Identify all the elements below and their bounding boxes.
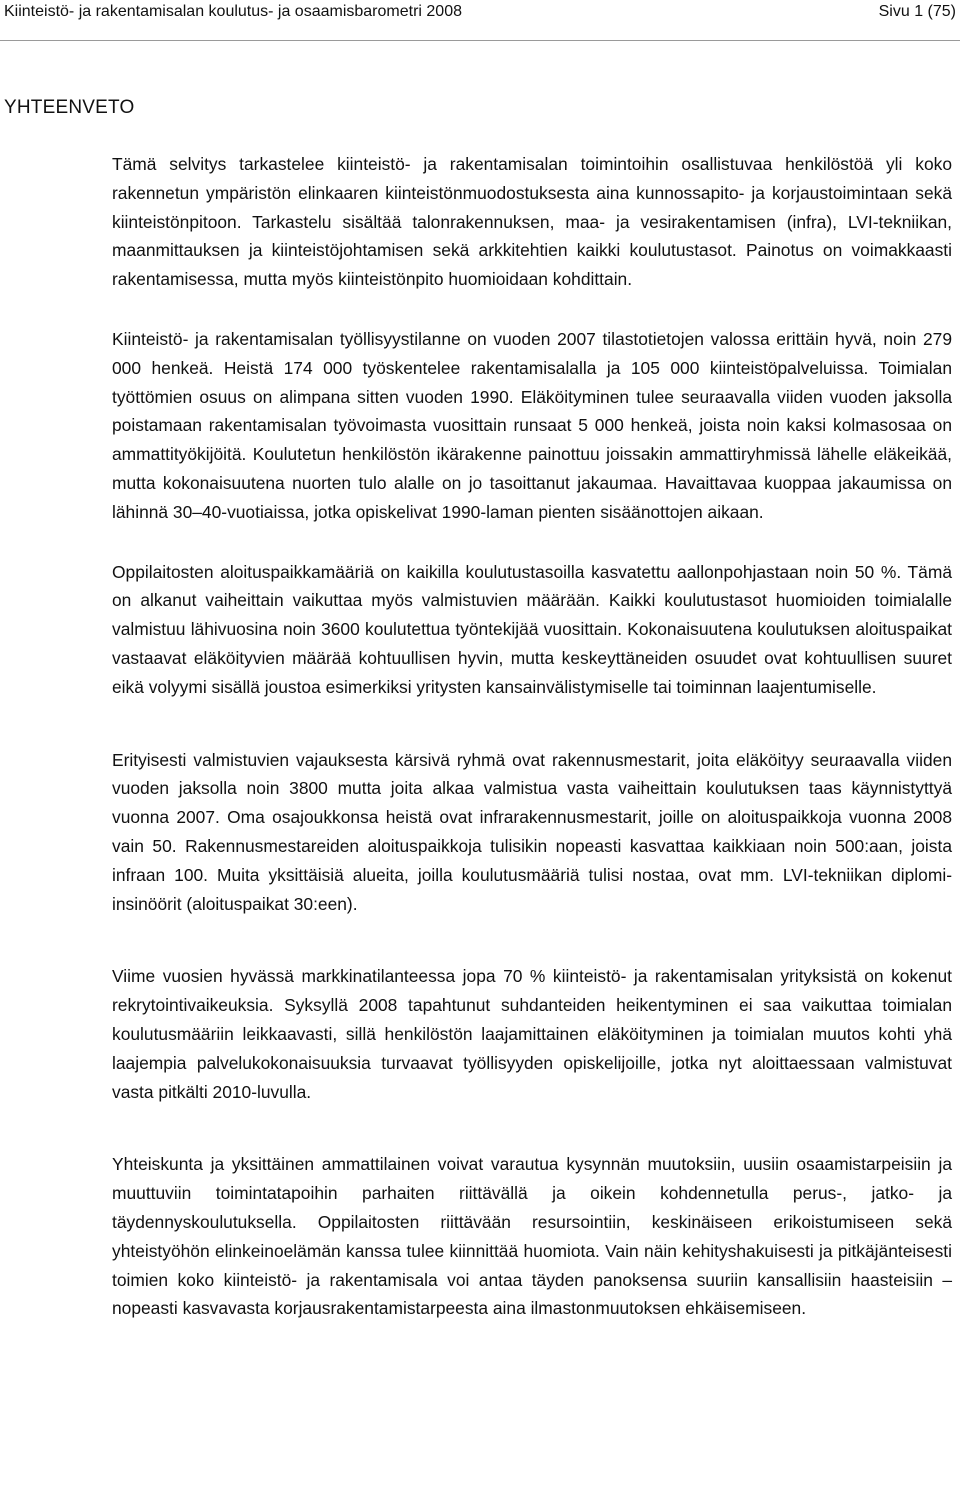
- paragraph-education-places: Oppilaitosten aloituspaikkamääriä on kaikilla koulutustasoilla kasvatettu aallonpohjastaan noin 50 %. Tämä on alkanut vaiheittain vaikuttaa myös valmistuvien määrään. Kaikki koulutustasot huomioiden toimialalle valmistuu lähivuosina noin 3600 koulutettua työntekijää vuosittain. Kokonaisuutena koulutuksen aloituspaikat vastaavat eläköityvien määrää kohtuullisen hyvin, mutta keskeyttäneiden osuudet ovat kohtuullisen suuret eikä volyymi sisällä joustoa esimerkiksi yritysten kansainvälistymiselle tai toiminnan laajentumiselle.: [112, 561, 952, 697]
- paragraph-spacer: [112, 918, 952, 962]
- paragraph-spacer: [112, 702, 952, 746]
- paragraph-site-managers: Erityisesti valmistuvien vajauksesta kärsivä ryhmä ovat rakennusmestarit, joita eläköityy seuraavalla viiden vuoden jaksolla noin 3800 mutta joita alkaa valmistua vasta vaiheittain koulutuksen taas käynnistyttyä vuonna 2007. Oma osajoukkonsa heistä ovat infrarakennusmestarit, joille on aloituspaikkoja vuonna 2008 vain 50. Rakennusmestareiden aloituspaikkoja tulisikin nopeasti kasvattaa kaikkiaan noin 500:aan, joista infraan 100. Muita yksittäisiä alueita, joilla koulutusmääriä tulisi nostaa, ovat mm. LVI-tekniikan diplomi-insinöörit (aloituspaikat 30:een).: [112, 749, 952, 914]
- paragraph-intro: Tämä selvitys tarkastelee kiinteistö- ja rakentamisalan toimintoihin osallistuvaa henkilöstöä yli koko rakennetun ympäristön elinkaaren kiinteistönmuodostuksesta aina kunnossapito- ja korjaustoimintaan sekä kiinteistönpitoon. Tarkastelu sisältää talonrakennuksen, maa- ja vesirakentamisen (infra), LVI-tekniikan, maanmittauksen ja kiinteistöjohtamisen sekä arkkitehtien kaikki koulutustasot. Painotus on voimakkaasti rakentamisessa, mutta myös kiinteistönpito huomioidaan kohdittain.: [112, 154, 952, 290]
- paragraph-spacer: [112, 294, 952, 325]
- paragraph-spacer: [112, 1106, 952, 1150]
- paragraph-employment: Kiinteistö- ja rakentamisalan työllisyystilanne on vuoden 2007 tilastotietojen valossa erittäin hyvä, noin 279 000 henkeä. Heistä 174 000 työskentelee rakentamisalalla ja 105 000 kiinteistöpalveluissa. Toimialan työttömien osuus on alimpana sitten vuoden 1990. Eläköityminen tulee seuraavalla viiden vuoden jaksolla poistamaan rakentamisalan työvoimasta vuosittain runsaat 5 000 henkeä, joista noin kaksi kolmasosaa on ammattityökijöitä. Koulutetun henkilöstön ikärakenne painottuu joissakin ammattiryhmissä lähelle eläkeikää, mutta kokonaisuutena nuorten tulo alalle on jo tasoittanut jakaumaa. Havaittavaa kuoppaa jakaumissa on lähinnä 30–40-vuotiaissa, jotka opiskelivat 1990-laman pienten sisäänottojen aikaan.: [112, 328, 952, 522]
- document-body: [112, 150, 952, 1323]
- paragraph-recruitment: Viime vuosien hyvässä markkinatilanteessa jopa 70 % kiinteistö- ja rakentamisalan yrityksistä on kokenut rekrytointivaikeuksia. Syksyllä 2008 tapahtunut suhdanteiden heikentyminen ei saa vaikuttaa toimialan koulutusmääriin leikkaavasti, sillä henkilöstön laajamittainen eläköityminen ja toimialan muutos kohti yhä laajempia palvelukokonaisuuksia turvaavat työllisyyden opiskelijoille, jotka nyt aloittaessaan valmistuvat vasta pitkälti 2010-luvulla.: [112, 966, 952, 1102]
- page-header: [0, 0, 960, 44]
- page-number: Sivu 1 (75): [878, 3, 956, 20]
- paragraph-spacer: [112, 527, 952, 558]
- document-title: Kiinteistö- ja rakentamisalan koulutus- ja osaamisbarometri 2008: [4, 3, 462, 20]
- section-heading: YHTEENVETO: [4, 97, 135, 118]
- paragraph-society: Yhteiskunta ja yksittäinen ammattilainen voivat varautua kysynnän muutoksiin, uusiin osaamistarpeisiin ja muuttuviin toimintatapoihin parhaiten riittävällä ja oikein kohdennetulla perus-, jatko- ja täydennyskoulutuksella. Oppilaitosten riittävään resursointiin, keskinäiseen erikoistumiseen sekä yhteistyöhön elinkeinoelämän kanssa tulee kiinnittää huomiota. Vain näin kehityshakuisesti ja pitkäjänteisesti toimien koko kiinteistö- ja rakentamisala voi antaa täyden panoksensa suuriin kansallisiin haasteisiin – nopeasti kasvavasta korjausrakentamistarpeesta aina ilmastonmuutoksen ehkäisemiseen.: [112, 1154, 952, 1319]
- header-divider: [0, 40, 960, 41]
